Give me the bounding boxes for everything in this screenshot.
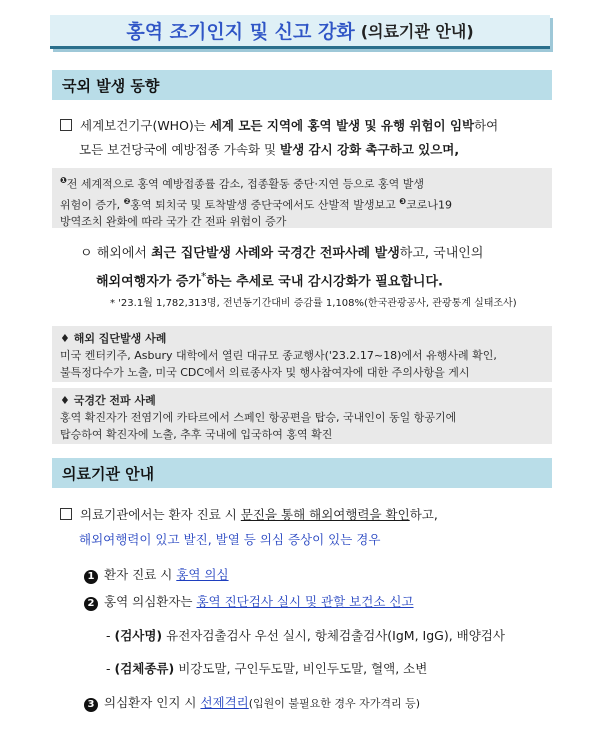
info-box-crossborder-title: ♦ 국경간 전파 사례 [60,394,156,407]
bullet-who-line1: 세계보건기구(WHO)는 세계 모든 지역에 홍역 발생 및 유행 위험이 임박하여 [60,117,498,135]
specimen-type-line: - (검체종류) 비강도말, 구인두도말, 비인두도말, 혈액, 소변 [106,661,428,676]
step-2: 2 홍역 의심환자는 홍역 진단검사 실시 및 관할 보건소 신고 [84,593,414,611]
number-3-icon: 3 [84,698,98,712]
bullet-hospital-line1: 의료기관에서는 환자 진료 시 문진을 통해 해외여행력을 확인하고, [60,506,438,524]
info-box-risk [52,168,552,228]
info-box-outbreak-line1: 미국 켄터키주, Asbury 대학에서 열린 대규모 종교행사('23.2.17~18)에서 유행사례 확인, [60,349,497,362]
bullet-who-line2: 모든 보건당국에 예방접종 가속화 및 발생 감시 강화 촉구하고 있으며, [79,142,460,157]
bullet-hospital-line2: 해외여행력이 있고 발진, 발열 등 의심 증상이 있는 경우 [79,532,381,547]
section-heading-hospital: 의료기관 안내 [52,458,552,488]
bullet-overseas-line2: 해외여행자가 증가*하는 추세로 국내 감시강화가 필요합니다. [96,270,443,290]
test-method-line: - (검사명) 유전자검출검사 우선 실시, 항체검출검사(IgM, IgG), 배양검사 [106,628,505,643]
info-box-crossborder-line1: 홍역 확진자가 전염기에 카타르에서 스페인 항공편을 탑승, 국내인이 동일 항공기에 [60,411,457,424]
footnote-tourism-stats: * '23.1월 1,782,313명, 전년동기간대비 증감률 1,108%(한국관광공사, 관광통계 실태조사) [110,298,517,309]
info-box-crossborder-line2: 탑승하여 확진자에 노출, 추후 국내에 입국하여 홍역 확진 [60,428,333,441]
info-box-risk-line3: 방역조치 완화에 따라 국가 간 전파 위험이 증가 [60,215,287,229]
square-bullet-icon [60,508,72,520]
bullet-overseas-line1: ㅇ 해외에서 최근 집단발생 사례와 국경간 전파사례 발생하고, 국내인의 [80,246,484,261]
info-box-crossborder [52,388,552,444]
info-box-risk-line1: $^❶$전 세계적으로 홍역 예방접종률 감소, 접종활동 중단·지연 등으로 홍역 발생 [60,176,425,191]
number-1-icon: 1 [84,570,98,584]
step-1: 1 환자 진료 시 홍역 의심 [84,566,229,584]
info-box-outbreak [52,326,552,382]
document-subtitle: (의료기관 안내) [360,22,474,41]
info-box-outbreak-title: ♦ 해외 집단발생 사례 [60,332,167,345]
square-bullet-icon [60,119,72,131]
info-box-risk-line2: 위험이 증가, $^❷$홍역 퇴치국 및 토착발생 중단국에서도 산발적 발생보고 $^❸$코로나19 [60,196,452,212]
info-box-outbreak-line2: 불특정다수가 노출, 미국 CDC에서 의료종사자 및 행사참여자에 대한 주의사항을 게시 [60,366,470,379]
document-title: 홍역 조기인지 및 신고 강화 [126,21,355,43]
document-title-bar [50,15,550,49]
number-2-icon: 2 [84,597,98,611]
step-3: 3 의심환자 인지 시 선제격리(입원이 불필요한 경우 자가격리 등) [84,694,420,713]
section-heading-overseas: 국외 발생 동향 [52,70,552,100]
